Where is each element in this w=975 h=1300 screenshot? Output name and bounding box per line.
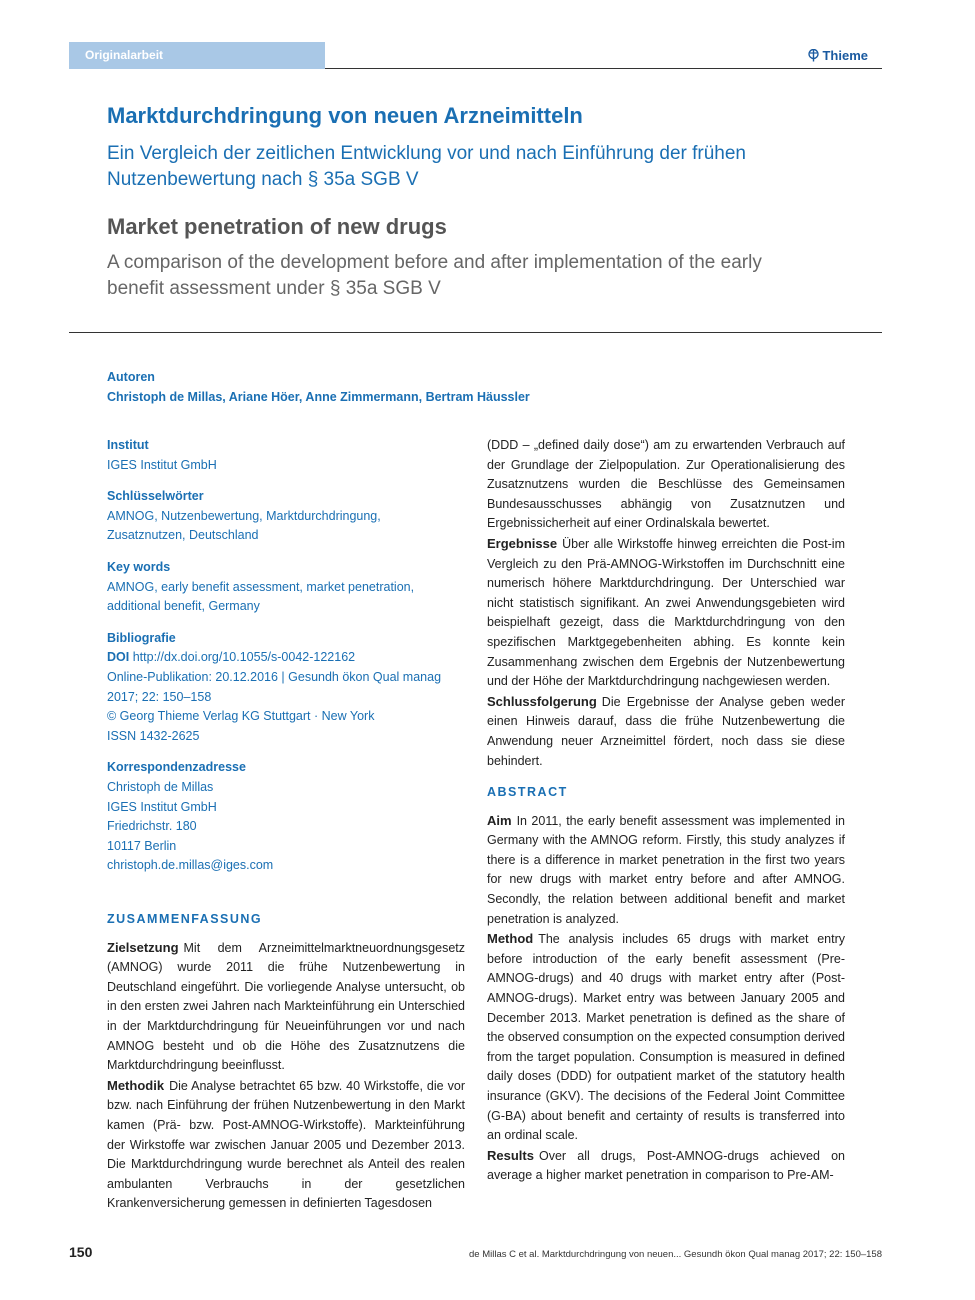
methodik-text: Die Analyse betrachtet 65 bzw. 40 Wirkstoffe, die vor bzw. nach Einführung der frühen Nutzenbewertung in den Markt kamen (Prä- bzw. Post-AMNOG-Wirkstoffe). Markteinführung der Wirkstoffe war zwischen Januar 2005 und Dezember 2013. Die Marktdurchdringung wurde berechnet als Anteil des realen ambulanten Verbrauchs in der gesetzlichen Krankenversicherung gemessen in definierten Tagesdosen (107, 1078, 465, 1211)
ergebnisse-head: Ergebnisse (487, 535, 558, 551)
abstract-heading: ABSTRACT (487, 785, 568, 800)
zusammenfassung-section (107, 910, 465, 1214)
correspondence-label: Korrespondenzadresse (107, 760, 246, 775)
subtitle-german: Ein Vergleich der zeitlichen Entwicklung vor und nach Einführung der frühen Nutzenbewertung nach § 35a SGB V (107, 143, 746, 190)
schlussfolgerung-head: Schlussfolgerung (487, 693, 597, 709)
keywords-de-label: Schlüsselwörter (107, 489, 204, 504)
aim-text: In 2011, the early benefit assessment was implemented in Germany with the AMNOG reform. Firstly, this study analyzes if there is a difference in market penetration in the first two years for new drugs with market entry before and after AMNOG. Secondly, the relation between additional benefit and market penetration is analyzed. (487, 813, 845, 926)
keywords-en-group (107, 558, 465, 617)
authors-label: Autoren (107, 370, 155, 384)
bibliografie-group (107, 629, 465, 747)
section-tab: Originalarbeit (69, 42, 325, 69)
issn: ISSN 1432-2625 (107, 728, 200, 743)
institut-value: IGES Institut GmbH (107, 457, 217, 472)
ergebnisse-paragraph (487, 534, 845, 692)
methodik-paragraph (107, 1076, 465, 1214)
institut-group (107, 436, 465, 475)
results-paragraph (487, 1146, 845, 1186)
publisher-logo (808, 48, 868, 63)
title-english: Market penetration of new drugs (107, 214, 447, 239)
correspondence-group (107, 758, 465, 876)
zielsetzung-text: Mit dem Arzneimittelmarktneuordnungsgesetz (AMNOG) wurde 2011 die frühe Nutzenbewertung in Deutschland eingeführt. Die vorliegende Analyse untersucht, ob in den ersten zwei Jahren nach Markteinführung ein Unterschied in der Marktdurchdringung für Neueinführungen vor und nach AMNOG besteht und ob die Höhe des Zusatznutzens die Marktdurchdringung beeinflusst. (107, 940, 465, 1073)
correspondence-street: Friedrichstr. 180 (107, 819, 197, 834)
authors-names: Christoph de Millas, Ariane Höer, Anne Zimmermann, Bertram Häussler (107, 389, 530, 404)
keywords-de-group (107, 487, 465, 546)
aim-head: Aim (487, 812, 512, 828)
aim-paragraph (487, 811, 845, 930)
authors-block (107, 368, 530, 407)
doi-line (107, 648, 465, 668)
doi-link[interactable]: http://dx.doi.org/10.1055/s-0042-122162 (132, 650, 356, 665)
zusammenfassung-heading: ZUSAMMENFASSUNG (107, 912, 263, 926)
method-text: The analysis includes 65 drugs with market entry before introduction of the early benefit assessment (Pre-AMNOG-drugs) and 40 drugs with market entry after (Post-AMNOG-drugs). Market entry was between January 2005 and December 2013. Market penetration is defined as the share of the observed consumption on the expected consumption derived from the target population. Consumption is measured in defined daily doses (DDD) for outpatient market of the statutory health insurance (GKV). The decisions of the Federal Joint Committee (G-BA) about benefit and certainty of results is transferred into an ordinal scale. (487, 932, 845, 1143)
methodik-continued: (DDD – „defined daily dose“) am zu erwartenden Verbrauch auf der Grundlage der Zielpopulation. Zur Operationalisierung des Zusatznutzens wurden die Beschlüsse des Gemeinsamen Bundesausschusses abhängig von Zusatznutzen und Ergebnissicherheit auf einer Ordinalskala bewertet. (487, 438, 845, 531)
title-german: Marktdurchdringung von neuen Arzneimitteln (107, 103, 583, 128)
subtitle-english: A comparison of the development before and after implementation of the early benefit assessment under § 35a SGB V (107, 252, 762, 299)
results-text: Over all drugs, Post-AMNOG-drugs achieved on average a higher market penetration in comparison to Pre-AM- (487, 1148, 845, 1183)
keywords-de-value: AMNOG, Nutzenbewertung, Marktdurchdringung, Zusatznutzen, Deutschland (107, 508, 381, 543)
online-publication: Online-Publikation: 20.12.2016 | Gesundh ökon Qual manag 2017; 22: 150–158 (107, 669, 442, 704)
doi-label: DOI (107, 650, 130, 665)
correspondence-city: 10117 Berlin (107, 838, 177, 853)
keywords-en-value: AMNOG, early benefit assessment, market penetration, additional benefit, Germany (107, 579, 415, 614)
results-head: Results (487, 1147, 534, 1163)
publisher-name: Thieme (822, 48, 868, 63)
method-paragraph (487, 929, 845, 1146)
metadata-column (107, 436, 465, 888)
correspondence-email[interactable]: christoph.de.millas@iges.com (107, 858, 274, 873)
bibliografie-label: Bibliografie (107, 630, 176, 645)
abstract-column (487, 436, 845, 1186)
method-head: Method (487, 931, 534, 947)
page-header (69, 42, 882, 69)
zielsetzung-head: Zielsetzung (107, 939, 179, 955)
keywords-en-label: Key words (107, 559, 171, 574)
correspondence-org: IGES Institut GmbH (107, 799, 217, 814)
footer-citation: de Millas C et al. Marktdurchdringung von neuen... Gesundh ökon Qual manag 2017; 22: 150–158 (469, 1249, 882, 1260)
ergebnisse-text: Über alle Wirkstoffe hinweg erreichten die Post-im Vergleich zu den Prä-AMNOG-Wirkstoffen im Durchschnitt eine numerisch höhere Marktdurchdringung. Der Unterschied war nicht statistisch signifikant. An zwei Anwendungsgebieten wird beispielhaft gezeigt, dass die Marktdurchdringung von den spezifischen Marktgegebenheiten abhing. Es konnte kein Zusammenhang zwischen dem Ergebnis der Nutzenbewertung und der Höhe der Marktdurchdringung nachgewiesen werden. (487, 536, 845, 689)
copyright: © Georg Thieme Verlag KG Stuttgart · New York (107, 709, 375, 724)
schlussfolgerung-text: Die Ergebnisse der Analyse geben weder einen Hinweis darauf, dass die frühe Nutzenbewertung die Anwendung neuer Arzneimittel fördert, noch dass sie diese behindert. (487, 694, 845, 768)
thieme-icon (808, 49, 819, 62)
title-divider (69, 332, 882, 333)
correspondence-name: Christoph de Millas (107, 779, 214, 794)
methodik-head: Methodik (107, 1077, 165, 1093)
zielsetzung-paragraph (107, 938, 465, 1076)
institut-label: Institut (107, 438, 149, 452)
schlussfolgerung-paragraph (487, 692, 845, 771)
page-number: 150 (69, 1244, 93, 1260)
